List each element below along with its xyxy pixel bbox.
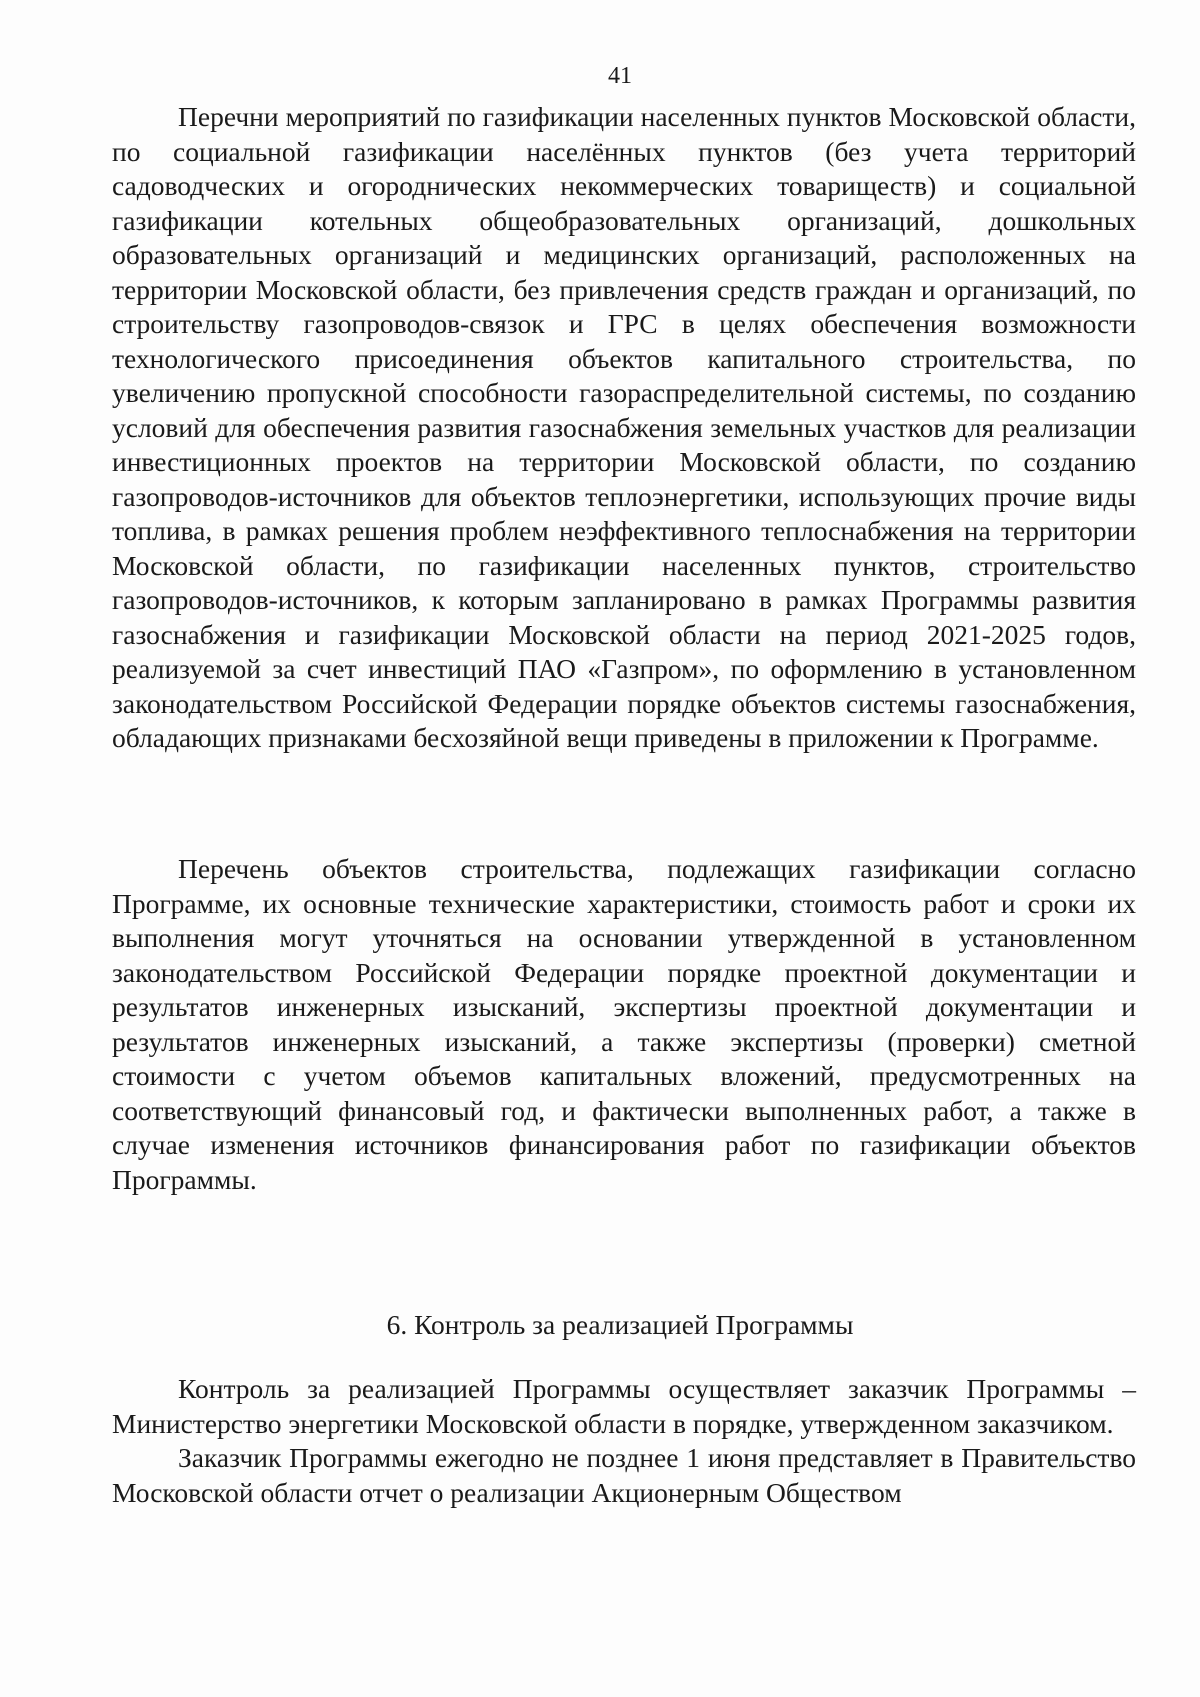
text-block-control [112, 1372, 1136, 1510]
paragraph-control: Контроль за реализацией Программы осуществляет заказчик Программы – Министерство энергетики Московской области в порядке, утвержденном заказчиком. [112, 1373, 1136, 1439]
text-block-activities [112, 100, 1136, 756]
page-number: 41 [608, 63, 632, 89]
paragraph-objects-list: Перечень объектов строительства, подлежащих газификации согласно Программе, их основные технические характеристики, стоимость работ и сроки их выполнения могут уточняться на основании утвержденной в установленном законодательством Российской Федерации порядке проектной документации и результатов инженерных изысканий, экспертизы проектной документации и результатов инженерных изысканий, а также экспертизы (проверки) сметной стоимости с учетом объемов капитальных вложений, предусмотренных на соответствующий финансовый год, и фактически выполненных работ, а также в случае изменения источников финансирования работ по газификации объектов Программы. [112, 853, 1136, 1195]
text-block-objects [112, 852, 1136, 1197]
paragraph-activities-list: Перечни мероприятий по газификации населенных пунктов Московской области, по социальной газификации населённых пунктов (без учета территорий садоводческих и огороднических некоммерческих товариществ) и социальной газификации котельных общеобразовательных организаций, дошкольных образовательных организаций и медицинских организаций, расположенных на территории Московской области, без привлечения средств граждан и организаций, по строительству газопроводов-связок и ГРС в целях обеспечения возможности технологического присоединения объектов капитального строительства, по увеличению пропускной способности газораспределительной системы, по созданию условий для обеспечения развития газоснабжения земельных участков для реализации инвестиционных проектов на территории Московской области, по созданию газопроводов-источников для объектов теплоэнергетики, использующих прочие виды топлива, в рамках решения проблем неэффективного теплоснабжения на территории Московской области, по газификации населенных пунктов, строительство газопроводов-источников, к которым запланировано в рамках Программы развития газоснабжения и газификации Московской области на период 2021-2025 годов, реализуемой за счет инвестиций ПАО «Газпром», по оформлению в установленном законодательством Российской Федерации порядке объектов системы газоснабжения, обладающих признаками бесхозяйной вещи приведены в приложении к Программе. [112, 101, 1136, 753]
paragraph-report: Заказчик Программы ежегодно не позднее 1 июня представляет в Правительство Московской области отчет о реализации Акционерным Обществом [112, 1442, 1136, 1508]
section-heading: 6. Контроль за реализацией Программы [386, 1309, 854, 1340]
